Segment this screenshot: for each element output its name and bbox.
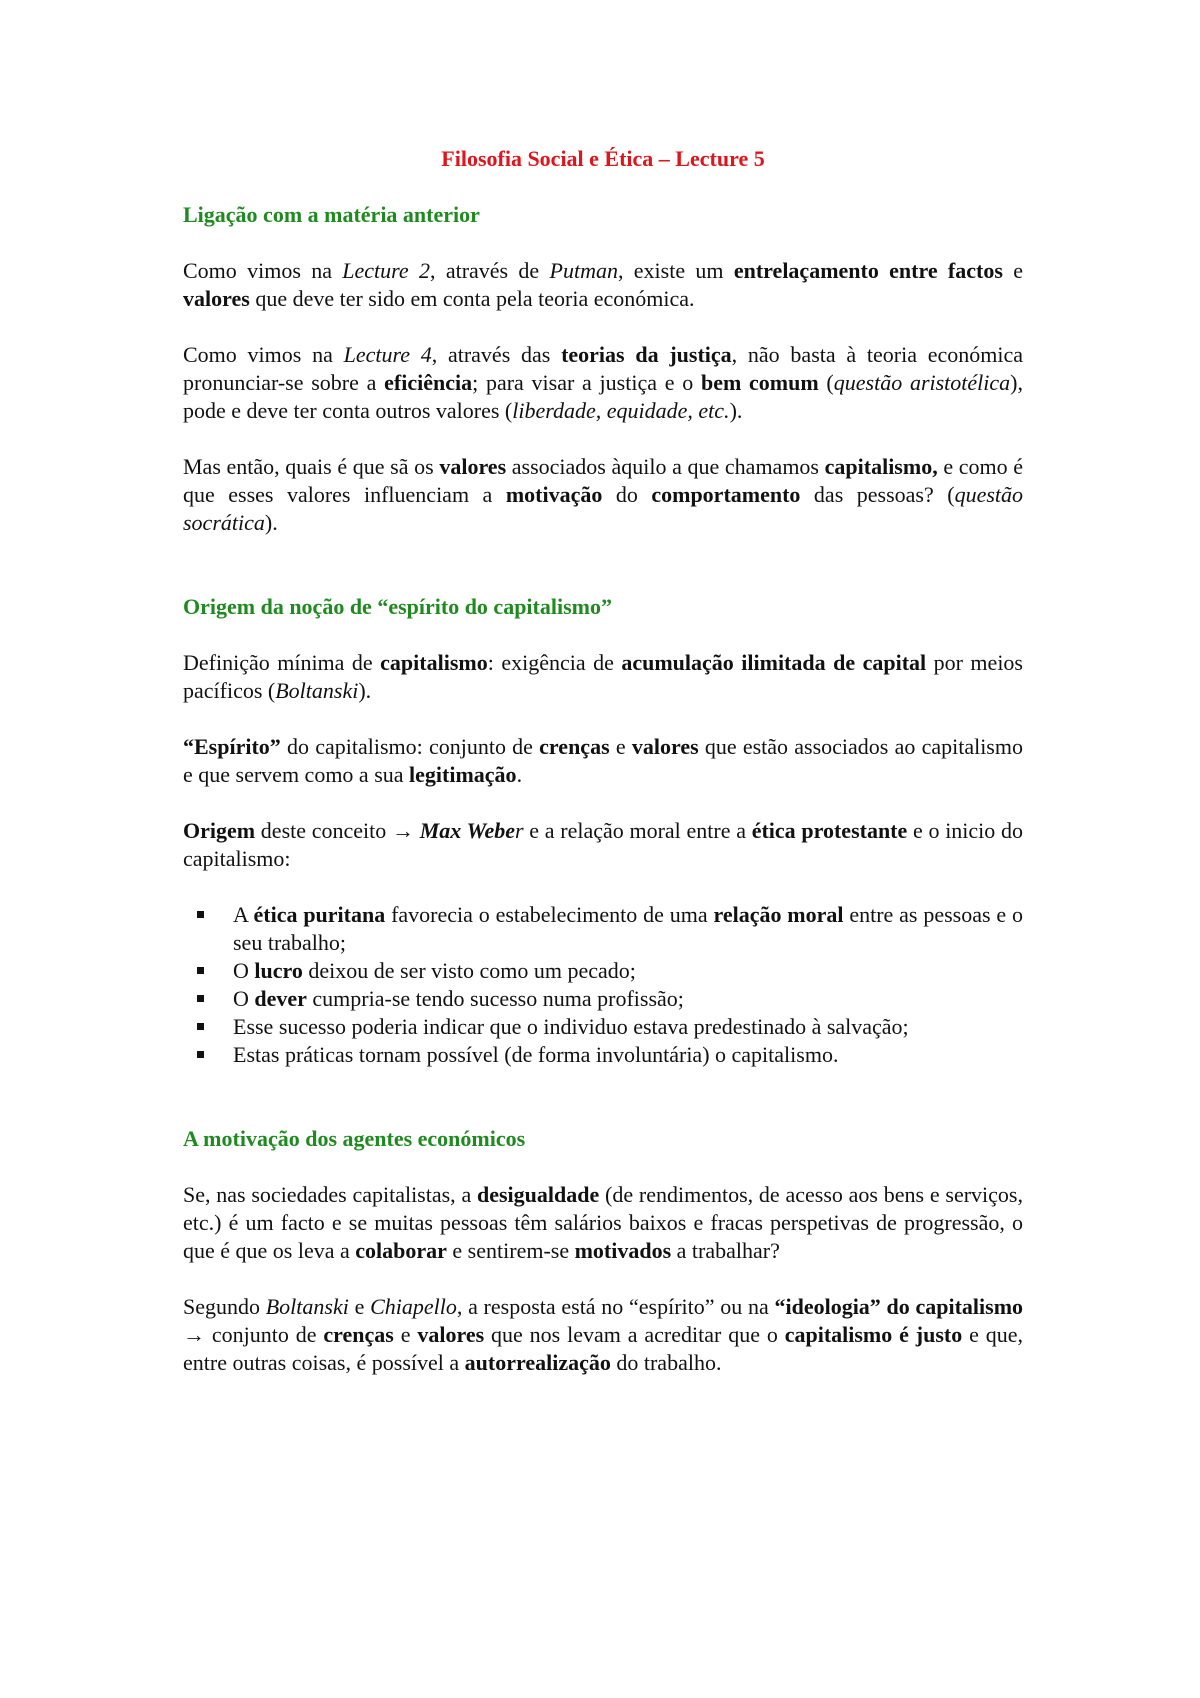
text-run: acumulação ilimitada de capital (621, 650, 927, 675)
text-run: capitalismo é justo (784, 1322, 963, 1347)
text-run: Max Webe (419, 818, 516, 843)
square-bullet-icon (197, 967, 204, 974)
text-run: Boltanski (275, 678, 359, 703)
text-run: Origem (183, 818, 256, 843)
text-run: cumpria-se tendo sucesso numa profissão; (306, 986, 684, 1011)
text-run: , a resposta está no “espírito” ou na (456, 1294, 775, 1319)
text-run: favorecia o estabelecimento de uma (385, 902, 714, 927)
paragraph (183, 257, 1023, 313)
text-run: crenças (539, 734, 610, 759)
text-run: Chiapello (370, 1294, 457, 1319)
text-run: , através de (430, 258, 550, 283)
text-run: liberdade, equidade, etc. (512, 398, 730, 423)
list-item (233, 1041, 1023, 1069)
text-run: bem comum (700, 370, 819, 395)
text-run: O (233, 986, 255, 1011)
paragraph (183, 341, 1023, 425)
text-run: comportamento (651, 482, 801, 507)
text-run: → (183, 1322, 205, 1347)
text-run: e como é que esses valores influenciam a (183, 454, 1024, 507)
text-run: “Espírito” (183, 734, 281, 759)
text-run: crenças (323, 1322, 394, 1347)
text-run: do capitalismo: conjunto de (280, 734, 540, 759)
text-run: colaborar (355, 1238, 447, 1263)
text-run: deixou de ser visto como um pecado; (302, 958, 636, 983)
text-run: entrelaçamento entre factos (733, 258, 1003, 283)
text-run: Estas práticas tornam possível (de forma involuntária) o capitalismo. (233, 1042, 839, 1067)
section-heading: Ligação com a matéria anterior (183, 202, 480, 227)
text-run: por meios pacíficos ( (183, 650, 1023, 703)
text-run: e a relação moral entre a (523, 818, 752, 843)
text-run: Como vimos na (183, 342, 344, 367)
paragraph (183, 649, 1023, 705)
text-run: e sentirem-se (446, 1238, 575, 1263)
text-run: que deve ter sido em conta pela teoria económica. (249, 286, 695, 311)
list-item (233, 957, 1023, 985)
text-run: e (348, 1294, 371, 1319)
paragraph (183, 1181, 1023, 1265)
document-title: Filosofia Social e Ética – Lecture 5 (441, 146, 765, 171)
paragraph (183, 733, 1023, 789)
section-heading: A motivação dos agentes económicos (183, 1126, 526, 1151)
paragraph (183, 453, 1023, 537)
text-run: do trabalho. (610, 1350, 722, 1375)
paragraph (183, 1293, 1023, 1377)
text-run: desigualdade (477, 1182, 600, 1207)
square-bullet-icon (197, 1051, 204, 1058)
text-run: Definição mínima de (183, 650, 381, 675)
section-heading: Origem da noção de “espírito do capitalismo” (183, 594, 612, 619)
text-run: ( (818, 370, 834, 395)
text-run: → (391, 818, 414, 843)
list-item-text (233, 958, 636, 983)
text-run: conjunto de (205, 1322, 324, 1347)
text-run: capitalismo, (824, 454, 938, 479)
text-run: Boltanski (265, 1294, 349, 1319)
text-run: O (233, 958, 255, 983)
text-run: deste conceito (255, 818, 392, 843)
list-item (233, 1013, 1023, 1041)
text-run: , existe um (617, 258, 734, 283)
text-run: e que, entre outras coisas, é possível a (183, 1322, 1023, 1375)
text-run: : exigência de (487, 650, 622, 675)
list-item (233, 901, 1023, 957)
square-bullet-icon (197, 1023, 204, 1030)
section-motivacao (183, 1125, 1023, 1377)
bullet-list (183, 901, 1023, 1069)
text-run: questão aristotélica (833, 370, 1011, 395)
text-run: A (233, 902, 254, 927)
text-run: valores (417, 1322, 485, 1347)
text-run: Se, nas sociedades capitalistas, a (183, 1182, 477, 1207)
text-run: questão socrática (183, 482, 1024, 535)
text-run: do (602, 482, 652, 507)
text-run: teorias da justiça (561, 342, 732, 367)
text-run: entre as pessoas e o seu trabalho; (233, 902, 1023, 955)
text-run: (de rendimentos, de acesso aos bens e serviços, etc.) é um facto e se muitas pessoas têm salários baixos e fracas perspetivas de progressão, o que é que os leva a (183, 1182, 1023, 1263)
text-run: ). (729, 398, 743, 423)
text-run: “ideologia” do capitalismo (774, 1294, 1024, 1319)
text-run: associados àquilo a que chamamos (506, 454, 825, 479)
text-run: valores (631, 734, 699, 759)
text-run: eficiência (384, 370, 473, 395)
text-run: dever (254, 986, 307, 1011)
text-run: Mas então, quais é que sã os (183, 454, 440, 479)
list-item-text (233, 902, 1023, 955)
text-run: autorrealização (464, 1350, 611, 1375)
text-run: Como vimos na (183, 258, 343, 283)
text-run: e (393, 1322, 418, 1347)
text-run: ). (358, 678, 372, 703)
text-run: . (516, 762, 523, 787)
text-run: legitimação (409, 762, 517, 787)
text-run: que estão associados ao capitalismo e que servem como a sua (183, 734, 1023, 787)
text-run: , não basta à teoria económica pronunciar-se sobre a (183, 342, 1023, 395)
text-run: que nos levam a acreditar que o (484, 1322, 785, 1347)
section-origem (183, 593, 1023, 1069)
text-run: Segundo (183, 1294, 266, 1319)
text-run: e o inicio do capitalismo: (183, 818, 1024, 871)
text-run: e (609, 734, 632, 759)
square-bullet-icon (197, 995, 204, 1002)
text-run: das pessoas? ( (800, 482, 955, 507)
text-run: valores (439, 454, 507, 479)
list-item-text (233, 1042, 838, 1067)
text-run: capitalismo (380, 650, 488, 675)
text-run: Esse sucesso poderia indicar que o individuo estava predestinado à salvação; (233, 1014, 909, 1039)
text-run: r (515, 818, 524, 843)
text-run: e (1002, 258, 1024, 283)
text-run: , através das (431, 342, 562, 367)
text-run: Lecture 2 (342, 258, 430, 283)
text-run: Lecture 4 (343, 342, 432, 367)
list-item-text (233, 986, 684, 1011)
text-run: motivados (574, 1238, 672, 1263)
square-bullet-icon (197, 911, 204, 918)
text-run: ), pode e deve ter conta outros valores ( (183, 370, 1023, 423)
text-run: a trabalhar? (671, 1238, 780, 1263)
list-item-text (233, 1014, 909, 1039)
text-run: ética puritana (253, 902, 386, 927)
text-run: valores (183, 286, 250, 311)
paragraph (183, 817, 1023, 873)
list-item (233, 985, 1023, 1013)
text-run: ). (264, 510, 278, 535)
text-run: lucro (254, 958, 303, 983)
text-run: Putman (549, 258, 618, 283)
text-run: ; para visar a justiça e o (472, 370, 701, 395)
text-run: ética protestante (751, 818, 908, 843)
section-ligacao (183, 201, 1023, 537)
text-run: motivação (505, 482, 603, 507)
text-run: relação moral (713, 902, 844, 927)
